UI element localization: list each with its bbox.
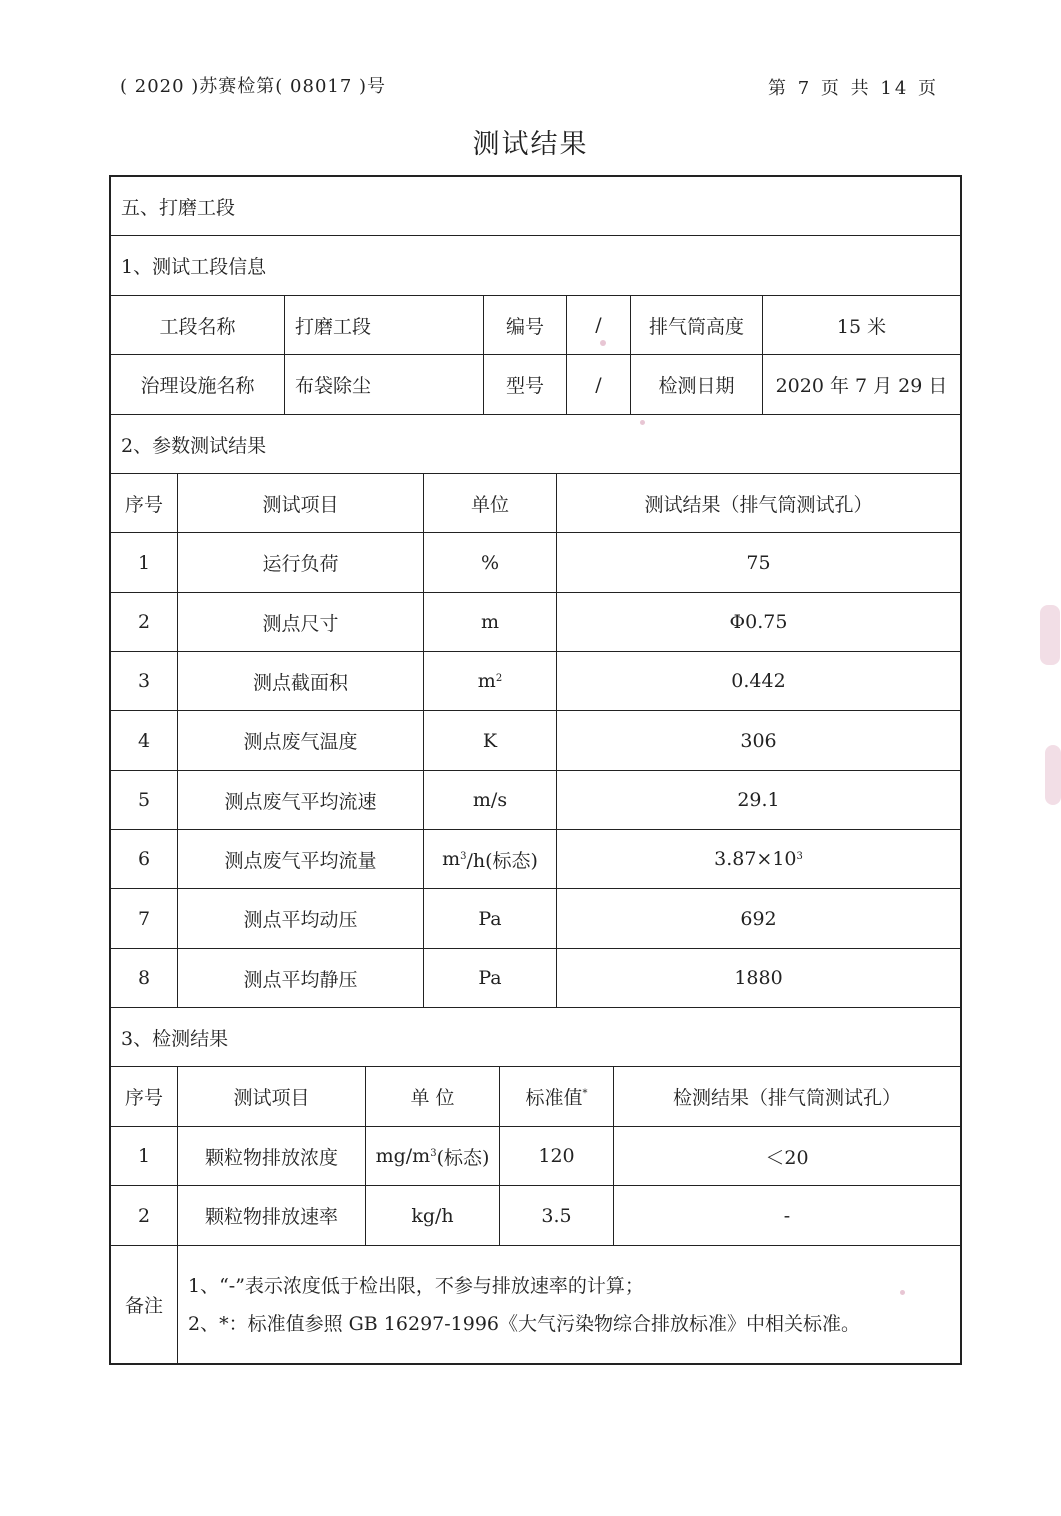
param-no: 2 [111,593,178,651]
param-result: 306 [740,729,777,752]
detect-no: 1 [111,1127,178,1185]
result-table [109,175,962,1365]
param-unit: K [424,711,557,770]
detect-header-no: 序号 [111,1067,178,1126]
section-heading-param [111,415,960,474]
param-item: 测点平均静压 [178,949,424,1007]
result-exponent: 3 [796,850,803,862]
section-heading-detect [111,1008,960,1067]
section-heading-info [111,236,960,296]
detect-item: 颗粒物排放速率 [178,1186,366,1245]
detect-row-1 [111,1127,960,1186]
remark-line-1: 1、“-”表示浓度低于检出限，不参与排放速率的计算； [188,1274,644,1297]
detect-standard: 3.5 [500,1186,614,1245]
detect-header-unit: 单 位 [366,1067,500,1126]
info-row-2 [111,355,960,415]
param-result: 75 [746,551,771,574]
unit-base: mg/m [375,1145,431,1167]
param-no: 1 [111,533,178,592]
param-unit [424,652,557,710]
detect-header-standard [500,1067,614,1126]
param-no: 7 [111,889,178,948]
param-row-5 [111,771,960,830]
param-header-row [111,474,960,533]
unit-base: m [477,670,496,692]
param-row-7 [111,889,960,949]
param-item: 测点废气平均流速 [178,771,424,829]
param-heading: 2、参数测试结果 [121,434,267,457]
param-result: 0.442 [731,670,786,692]
param-item: 测点废气温度 [178,711,424,770]
param-header-result: 测试结果（排气筒测试孔） [644,493,873,516]
param-no: 5 [111,771,178,829]
page-info: 第 7 页 共 14 页 [768,78,939,99]
report-number: ( 2020 )苏赛检第( 08017 )号 [120,76,387,97]
info-label-name: 工段名称 [111,296,285,354]
param-row-4 [111,711,960,771]
unit-base: m [442,848,461,870]
scan-speck [600,340,606,346]
detect-row-2 [111,1186,960,1246]
unit-superscript: 2 [495,672,503,684]
unit-superscript: 3 [430,1147,437,1159]
param-result: 1880 [734,967,783,989]
info-label-facility: 治理设施名称 [111,355,285,414]
param-header-no: 序号 [111,474,178,532]
param-item: 测点废气平均流量 [178,830,424,888]
unit-suffix: (标态) [436,1146,490,1169]
detect-header-row [111,1067,960,1127]
standard-asterisk: * [582,1088,588,1099]
scan-speck [640,420,645,425]
param-result: 692 [740,907,777,930]
param-row-8 [111,949,960,1008]
detect-heading: 3、检测结果 [121,1027,229,1050]
standard-label: 标准值 [525,1087,583,1109]
param-unit: Pa [424,949,557,1007]
page-title: 测试结果 [472,129,589,160]
param-item: 测点平均动压 [178,889,424,948]
remarks-notes [178,1246,860,1363]
info-value-code: / [567,296,631,354]
detect-item: 颗粒物排放浓度 [178,1127,366,1185]
param-unit: m/s [424,771,557,829]
param-unit [424,830,557,888]
detect-header-item: 测试项目 [178,1067,366,1126]
section-main-label: 五、打磨工段 [121,196,236,219]
info-value-date: 2020 年 7 月 29 日 [775,375,948,397]
param-item: 运行负荷 [178,533,424,592]
param-no: 6 [111,830,178,888]
remarks-label: 备注 [111,1246,178,1363]
info-label-date: 检测日期 [631,355,763,414]
result-base: 3.87×10 [714,848,797,870]
detect-standard: 120 [500,1127,614,1185]
unit-superscript: 3 [460,850,467,862]
info-value-facility: 布袋除尘 [285,355,484,414]
param-result [557,830,960,888]
detect-no: 2 [111,1186,178,1245]
info-value-name: 打磨工段 [285,296,484,354]
scan-speck [900,1290,905,1295]
param-unit: Pa [424,889,557,948]
info-label-code: 编号 [484,296,567,354]
param-item: 测点尺寸 [178,593,424,651]
remarks-row [111,1246,960,1363]
param-result: Φ0.75 [729,611,788,633]
unit-suffix: /h(标态) [466,849,538,872]
param-unit: % [424,533,557,592]
detect-unit [366,1127,500,1185]
param-header-unit: 单位 [424,474,557,532]
scan-speck [1045,745,1061,805]
remark-line-2: 2、*：标准值参照 GB 16297-1996《大气污染物综合排放标准》中相关标准。 [188,1312,861,1335]
param-result: 29.1 [737,789,780,811]
detect-unit: kg/h [366,1186,500,1245]
info-value-model: / [567,355,631,414]
info-row-1 [111,296,960,355]
param-no: 4 [111,711,178,770]
info-value-height: 15 米 [836,315,887,338]
param-no: 3 [111,652,178,710]
param-row-1 [111,533,960,593]
detect-result: ＜20 [765,1146,809,1169]
detect-result: - [783,1204,791,1227]
param-header-item: 测试项目 [178,474,424,532]
param-row-6 [111,830,960,889]
info-label-model: 型号 [484,355,567,414]
param-row-2 [111,593,960,652]
info-heading: 1、测试工段信息 [121,256,267,278]
param-item: 测点截面积 [178,652,424,710]
detect-header-result: 检测结果（排气筒测试孔） [672,1087,901,1109]
param-row-3 [111,652,960,711]
param-no: 8 [111,949,178,1007]
scan-speck [1040,605,1060,665]
param-unit: m [424,593,557,651]
section-heading-main [111,177,960,236]
info-label-height: 排气筒高度 [631,296,763,354]
